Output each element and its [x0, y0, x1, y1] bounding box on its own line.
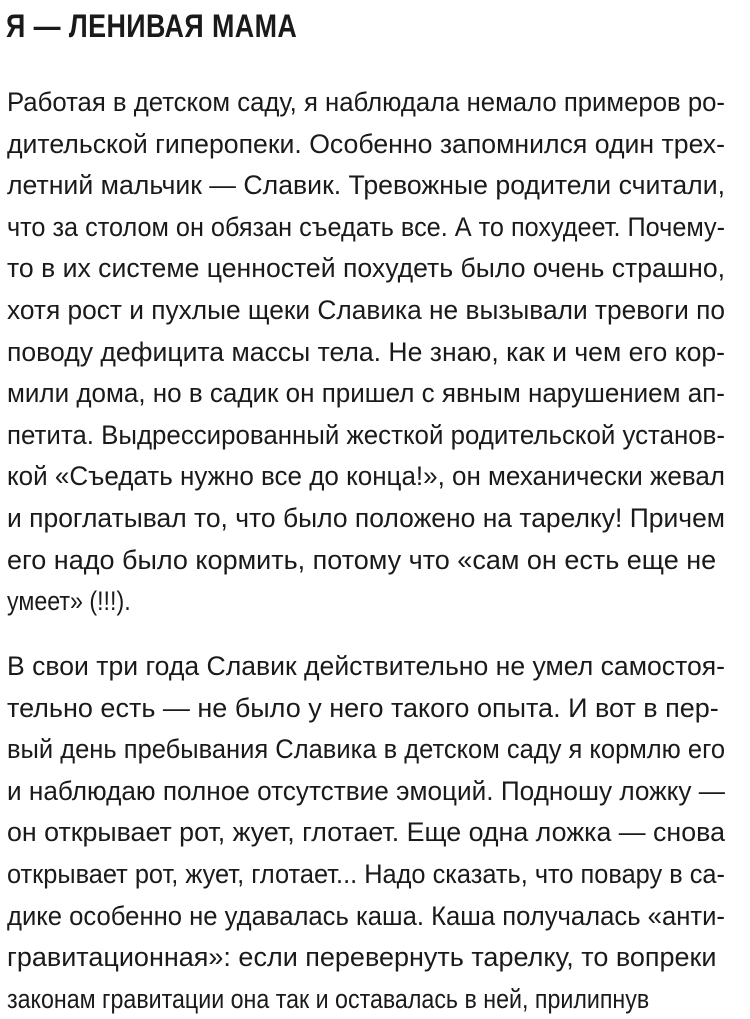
text-line: мили дома, но в садик он пришел с явным нарушением ап- [7, 378, 725, 409]
text-line: и проглатывал то, что было положено на тарелку! Причем [7, 502, 725, 533]
text-line: тельно есть — не было у него такого опыта. И вот в пер- [7, 692, 719, 723]
paragraph-2 [7, 646, 750, 1019]
text-line: поводу дефицита массы тела. Не знаю, как и чем его кор- [7, 336, 726, 367]
text-line: что за столом он обязан съедать все. А то похудеет. Почему- [7, 211, 726, 242]
text-line: законам гравитации она так и оставалась в ней, прилипнув [7, 983, 650, 1014]
text-line: умеет» (!!!). [7, 586, 131, 617]
text-line: петита. Выдрессированный жесткой родительской установ- [7, 419, 726, 450]
text-line: кой «Съедать нужно все до конца!», он механически жевал [7, 461, 725, 492]
text-line: летний мальчик — Славик. Тревожные родители считали, [7, 170, 726, 201]
text-line: то в их системе ценностей похудеть было очень страшно, [7, 253, 726, 284]
text-line: он открывает рот, жует, глотает. Еще одна ложка — снова [7, 817, 725, 848]
text-line: гравитационная»: если перевернуть тарелку, то вопреки [7, 942, 717, 973]
text-line: открывает рот, жует, глотает... Надо сказать, что повару в са- [7, 858, 725, 889]
text-line: вый день пребывания Славика в детском саду я кормлю его [7, 734, 726, 765]
text-line: и наблюдаю полное отсутствие эмоций. Подношу ложку — [7, 775, 725, 806]
text-line: его надо было кормить, потому что «сам он есть еще не [7, 544, 717, 575]
text-line: дительской гиперопеки. Особенно запомнился один трех- [7, 128, 726, 159]
paragraph-1 [7, 82, 750, 623]
chapter-heading: Я — ЛЕНИВАЯ МАМА [6, 8, 298, 44]
text-line: хотя рост и пухлые щеки Славика не вызывали тревоги по [7, 294, 725, 325]
text-line: Работая в детском саду, я наблюдала немало примеров ро- [7, 87, 726, 117]
text-line: В свои три года Славик действительно не умел самостоя- [7, 651, 725, 681]
text-line: дике особенно не удавалась каша. Каша получалась «анти- [7, 900, 725, 931]
